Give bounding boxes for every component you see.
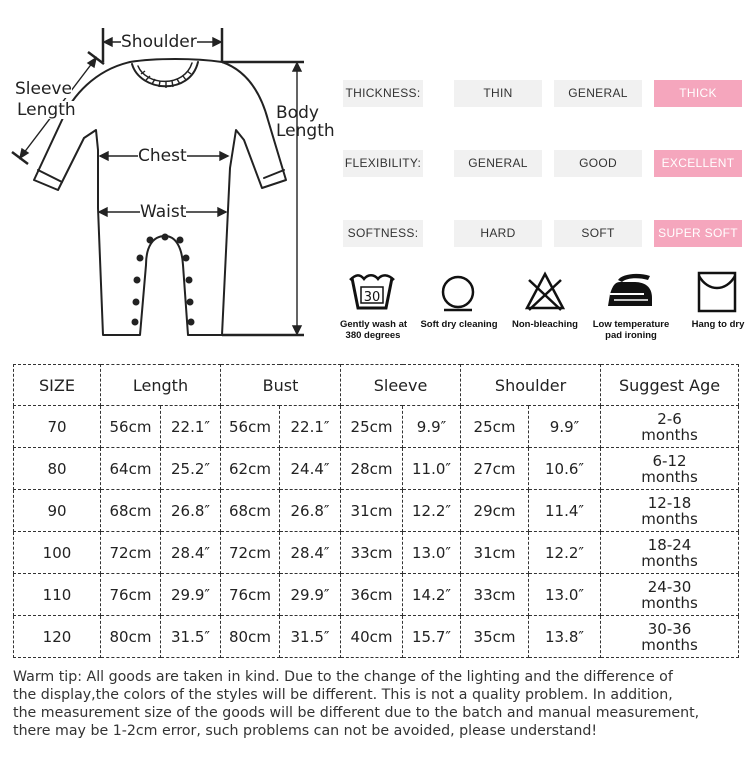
shoulder-cm-cell: 31cm [461,532,529,574]
table-header-row [14,365,739,406]
bust-in-cell: 26.8″ [280,490,341,532]
header-size: SIZE [14,365,101,406]
option-hard: HARD [454,220,542,247]
size-cell: 90 [14,490,101,532]
dry-clean-label: Soft dry cleaning [420,319,498,330]
option-soft: SOFT [554,220,642,247]
shoulder-in-cell: 11.4″ [529,490,601,532]
waist-label: Waist [140,202,187,222]
body-length-label-line2: Length [276,121,335,141]
shoulder-in-cell: 12.2″ [529,532,601,574]
sleeve-cm-cell: 28cm [341,448,403,490]
hang-dry-icon [696,270,740,319]
option-super-soft-selected: SUPER SOFT [654,220,742,247]
shoulder-label: Shoulder [121,32,197,52]
sleeve-label-line1: Sleeve [15,79,72,99]
age-cell [601,616,739,658]
wash-30-icon [346,270,398,317]
age-cell [601,574,739,616]
header-shoulder: Shoulder [461,365,601,406]
table-row [14,490,739,532]
sleeve-in-cell: 11.0″ [403,448,461,490]
length-cm-cell: 72cm [101,532,161,574]
sleeve-cm-cell: 31cm [341,490,403,532]
bust-in-cell: 24.4″ [280,448,341,490]
shoulder-cm-cell: 25cm [461,406,529,448]
length-cm-cell: 76cm [101,574,161,616]
size-cell: 110 [14,574,101,616]
age-range: 2-6 [657,409,682,428]
option-thick-selected: THICK [654,80,742,107]
body-length-label-line1: Body [276,103,319,123]
table-row [14,616,739,658]
warm-tip-line: the display,the colors of the styles will be different. This is not a quality problem. In addition, [13,687,673,703]
header-length: Length [101,365,221,406]
bust-in-cell: 28.4″ [280,532,341,574]
shoulder-cm-cell: 29cm [461,490,529,532]
sleeve-in-cell: 14.2″ [403,574,461,616]
age-range: 18-24 [647,535,692,554]
iron-label-line2: pad ironing [605,330,657,341]
property-row-flexibility [343,150,743,177]
age-unit: months [641,593,698,612]
size-cell: 120 [14,616,101,658]
bust-cm-cell: 76cm [221,574,280,616]
sleeve-in-cell: 9.9″ [403,406,461,448]
property-label: FLEXIBILITY: [343,150,423,177]
age-unit: months [641,551,698,570]
sleeve-in-cell: 13.0″ [403,532,461,574]
age-range: 12-18 [647,493,692,512]
header-suggest-age: Suggest Age [601,365,739,406]
age-cell [601,532,739,574]
length-in-cell: 29.9″ [161,574,221,616]
warm-tip-line: the measurement size of the goods will be different due to the batch and manual measurement, [13,705,700,721]
sleeve-cm-cell: 40cm [341,616,403,658]
size-cell: 100 [14,532,101,574]
option-general: GENERAL [554,80,642,107]
option-excellent-selected: EXCELLENT [654,150,742,177]
table-row [14,448,739,490]
length-in-cell: 26.8″ [161,490,221,532]
table-row [14,532,739,574]
option-good: GOOD [554,150,642,177]
age-cell [601,490,739,532]
bust-in-cell: 31.5″ [280,616,341,658]
size-chart-table [13,364,739,658]
wash-label-line1: Gently wash at [340,319,408,330]
age-unit: months [641,635,698,654]
age-unit: months [641,425,698,444]
length-in-cell: 28.4″ [161,532,221,574]
age-range: 24-30 [647,577,692,596]
warm-tip-line: Warm tip: All goods are taken in kind. Due to the change of the lighting and the difference of [13,669,673,685]
length-cm-cell: 56cm [101,406,161,448]
bust-cm-cell: 62cm [221,448,280,490]
property-row-softness [343,220,743,247]
shoulder-in-cell: 10.6″ [529,448,601,490]
length-cm-cell: 68cm [101,490,161,532]
bust-cm-cell: 68cm [221,490,280,532]
warm-tip [13,668,741,740]
property-label: THICKNESS: [343,80,423,107]
bust-in-cell: 22.1″ [280,406,341,448]
shoulder-in-cell: 9.9″ [529,406,601,448]
table-row [14,406,739,448]
sleeve-cm-cell: 25cm [341,406,403,448]
bust-cm-cell: 72cm [221,532,280,574]
no-bleach-icon [523,270,567,317]
sleeve-in-cell: 15.7″ [403,616,461,658]
svg-text:30: 30 [363,290,381,305]
age-range: 30-36 [647,619,692,638]
age-range: 6-12 [652,451,687,470]
header-sleeve: Sleeve [341,365,461,406]
bust-cm-cell: 80cm [221,616,280,658]
size-cell: 80 [14,448,101,490]
sleeve-cm-cell: 33cm [341,532,403,574]
length-in-cell: 22.1″ [161,406,221,448]
sleeve-label-line2: Length [17,100,76,120]
property-label: SOFTNESS: [343,220,423,247]
option-general: GENERAL [454,150,542,177]
romper-diagram [0,0,340,345]
age-cell [601,448,739,490]
shoulder-in-cell: 13.0″ [529,574,601,616]
option-thin: THIN [454,80,542,107]
length-cm-cell: 80cm [101,616,161,658]
iron-label-line1: Low temperature [592,319,670,330]
length-in-cell: 31.5″ [161,616,221,658]
shoulder-cm-cell: 33cm [461,574,529,616]
hang-dry-label: Hang to dry [691,319,745,330]
property-row-thickness [343,80,743,107]
iron-low-icon [604,270,656,317]
age-unit: months [641,509,698,528]
age-cell [601,406,739,448]
shoulder-in-cell: 13.8″ [529,616,601,658]
shoulder-cm-cell: 27cm [461,448,529,490]
wash-label-line2: 380 degrees [345,330,401,341]
length-cm-cell: 64cm [101,448,161,490]
age-unit: months [641,467,698,486]
dry-clean-icon [438,270,480,317]
length-in-cell: 25.2″ [161,448,221,490]
shoulder-cm-cell: 35cm [461,616,529,658]
bust-cm-cell: 56cm [221,406,280,448]
no-bleach-label: Non-bleaching [512,319,578,330]
table-row [14,574,739,616]
header-bust: Bust [221,365,341,406]
sleeve-in-cell: 12.2″ [403,490,461,532]
size-cell: 70 [14,406,101,448]
warm-tip-line: there may be 1-2cm error, such problems can not be avoided, please understand! [13,723,598,739]
chest-label: Chest [138,146,187,166]
sleeve-cm-cell: 36cm [341,574,403,616]
bust-in-cell: 29.9″ [280,574,341,616]
